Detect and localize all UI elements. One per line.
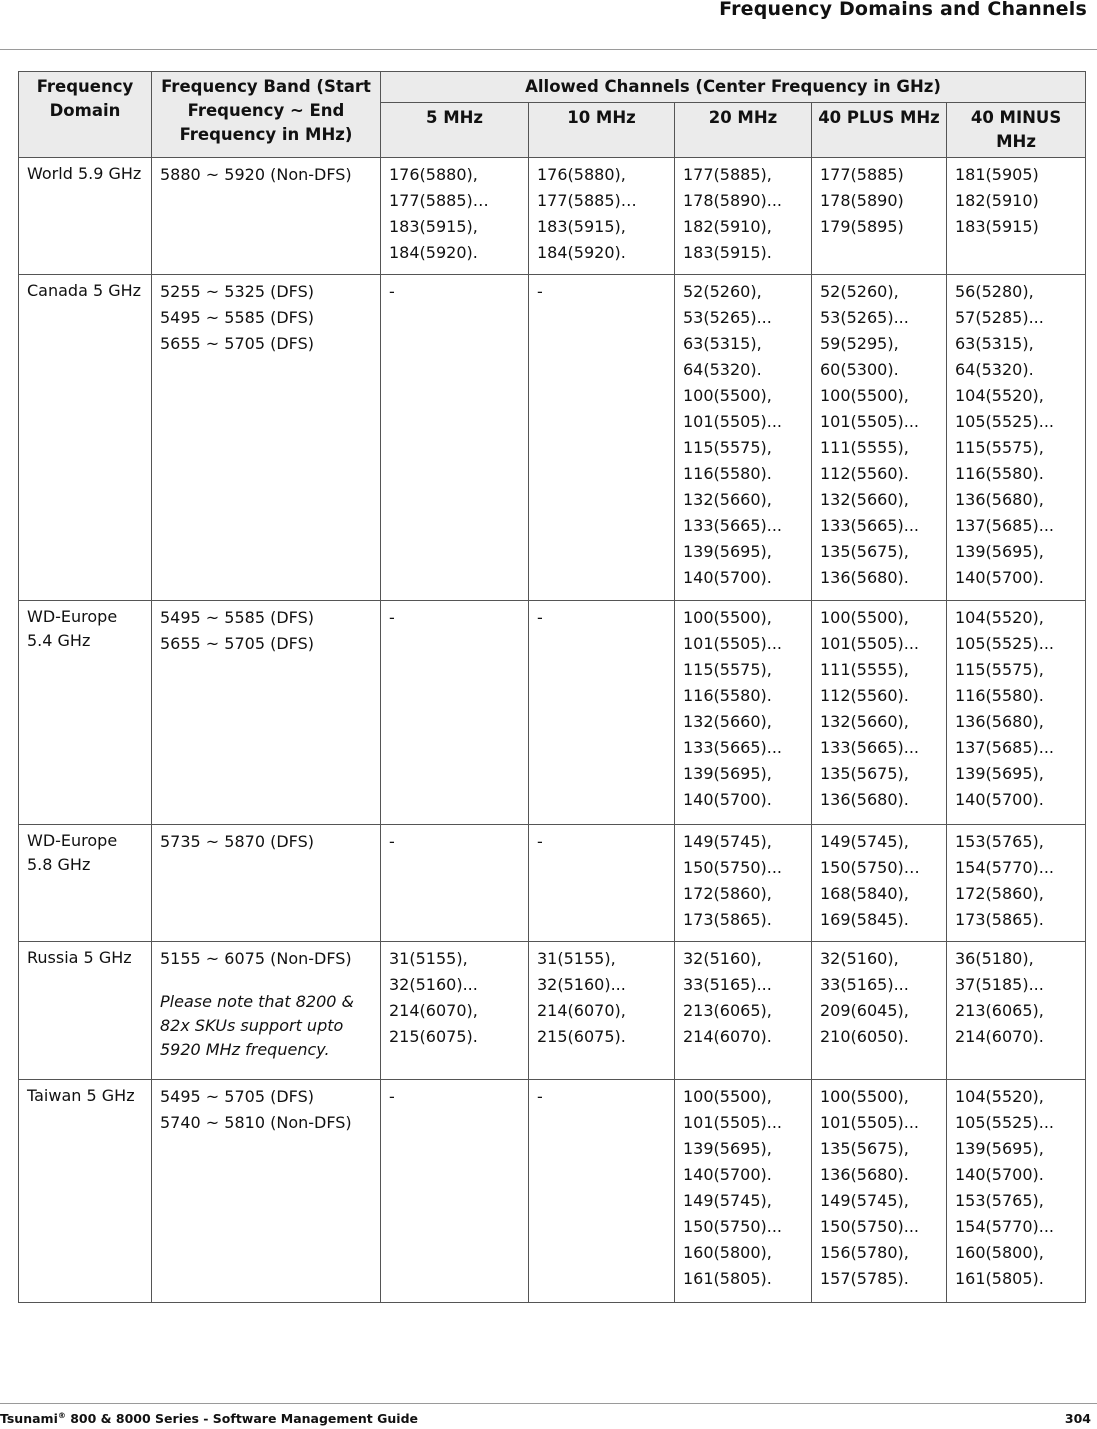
cell-frequency-domain: [19, 942, 152, 1080]
channel-entry: -: [537, 832, 543, 851]
table-row: [19, 942, 1086, 1080]
channel-entry: 52(5260),: [820, 282, 899, 301]
band-lines: [160, 605, 374, 657]
header-allowed-channels: Allowed Channels (Center Frequency in GHz): [381, 72, 1086, 103]
channel-entry: 115(5575),: [683, 660, 772, 679]
channel-entry: 214(6070),: [389, 1001, 478, 1020]
channel-entry: 116(5580).: [683, 686, 772, 705]
channel-entry: 177(5885)…: [537, 191, 637, 210]
header-frequency-domain: Frequency Domain: [19, 72, 152, 158]
channel-entry: 136(5680),: [955, 712, 1044, 731]
channel-entry: 139(5695),: [955, 1139, 1044, 1158]
cell-frequency-band: [152, 825, 381, 942]
channel-entry: 177(5885),: [683, 165, 772, 184]
channel-list: [537, 605, 668, 631]
band-range: 5735 ~ 5870 (DFS): [160, 832, 314, 851]
channel-entry: 105(5525)...: [955, 412, 1054, 431]
channel-entry: 132(5660),: [683, 712, 772, 731]
channel-entry: 32(5160),: [683, 949, 762, 968]
cell-10mhz: [529, 275, 675, 601]
channel-entry: 100(5500),: [820, 386, 909, 405]
cell-40-minus-mhz: [947, 275, 1086, 601]
cell-5mhz: [381, 942, 529, 1080]
band-range: 5155 ~ 6075 (Non-DFS): [160, 949, 352, 968]
cell-40-plus-mhz: [812, 942, 947, 1080]
channel-entry: 209(6045),: [820, 1001, 909, 1020]
channel-entry: 115(5575),: [955, 660, 1044, 679]
band-range: 5495 ~ 5705 (DFS): [160, 1087, 314, 1106]
channel-entry: 150(5750)…: [820, 858, 920, 877]
cell-20mhz: [675, 158, 812, 275]
channel-entry: 32(5160)...: [537, 975, 626, 994]
footer-divider: [0, 1403, 1097, 1404]
cell-20mhz: [675, 601, 812, 825]
channel-entry: -: [389, 1087, 395, 1106]
table-row: [19, 1080, 1086, 1303]
channel-entry: 135(5675),: [820, 764, 909, 783]
cell-5mhz: [381, 158, 529, 275]
channel-entry: 156(5780),: [820, 1243, 909, 1262]
channel-entry: 100(5500),: [820, 1087, 909, 1106]
channel-entry: 178(5890): [820, 191, 904, 210]
channel-entry: 101(5505)...: [820, 634, 919, 653]
domain-name: Russia 5 GHz: [27, 948, 132, 967]
channel-entry: 160(5800),: [683, 1243, 772, 1262]
channel-entry: 210(6050).: [820, 1027, 909, 1046]
channel-entry: 104(5520),: [955, 608, 1044, 627]
header-40-minus-mhz: 40 MINUS MHz: [947, 103, 1086, 158]
header-5mhz: 5 MHz: [381, 103, 529, 158]
cell-frequency-domain: [19, 275, 152, 601]
cell-10mhz: [529, 158, 675, 275]
channel-entry: 100(5500),: [683, 608, 772, 627]
channel-list: [537, 946, 668, 1050]
channel-entry: 37(5185)...: [955, 975, 1044, 994]
channel-entry: 172(5860),: [683, 884, 772, 903]
channel-list: [955, 162, 1079, 240]
channel-entry: 139(5695),: [683, 542, 772, 561]
channel-entry: 178(5890)...: [683, 191, 782, 210]
cell-10mhz: [529, 942, 675, 1080]
channel-entry: 132(5660),: [820, 490, 909, 509]
channel-entry: 161(5805).: [955, 1269, 1044, 1288]
channel-entry: 161(5805).: [683, 1269, 772, 1288]
page-footer: [0, 1411, 1097, 1429]
channel-entry: 104(5520),: [955, 386, 1044, 405]
cell-5mhz: [381, 601, 529, 825]
cell-frequency-domain: [19, 825, 152, 942]
channel-entry: 112(5560).: [820, 464, 909, 483]
channel-list: [820, 279, 940, 591]
channel-entry: 100(5500),: [820, 608, 909, 627]
channel-list: [537, 162, 668, 266]
channel-entry: 139(5695),: [955, 542, 1044, 561]
channel-entry: 179(5895): [820, 217, 904, 236]
channel-entry: 140(5700).: [683, 568, 772, 587]
channel-entry: 63(5315),: [683, 334, 762, 353]
cell-frequency-band: [152, 275, 381, 601]
table-body: [19, 158, 1086, 1303]
channel-entry: 135(5675),: [820, 542, 909, 561]
channel-entry: 36(5180),: [955, 949, 1034, 968]
frequency-domains-table: [18, 71, 1086, 1303]
channel-entry: 154(5770)...: [955, 1217, 1054, 1236]
channel-entry: 160(5800),: [955, 1243, 1044, 1262]
channel-entry: 133(5665)...: [820, 516, 919, 535]
channel-entry: 136(5680).: [820, 568, 909, 587]
channel-entry: 153(5765),: [955, 1191, 1044, 1210]
channel-entry: 100(5500),: [683, 386, 772, 405]
channel-entry: 101(5505)...: [820, 1113, 919, 1132]
channel-entry: 173(5865).: [955, 910, 1044, 929]
table-row: [19, 825, 1086, 942]
cell-frequency-band: [152, 942, 381, 1080]
channel-entry: 133(5665)...: [683, 738, 782, 757]
channel-entry: 133(5665)...: [820, 738, 919, 757]
channel-entry: 182(5910): [955, 191, 1039, 210]
channel-list: [820, 605, 940, 813]
channel-entry: 31(5155),: [537, 949, 616, 968]
page-header: [0, 0, 1087, 42]
channel-list: [820, 1084, 940, 1292]
channel-entry: 132(5660),: [683, 490, 772, 509]
channel-entry: 176(5880),: [537, 165, 626, 184]
domain-name: Taiwan 5 GHz: [27, 1086, 135, 1105]
channel-entry: 100(5500),: [683, 1087, 772, 1106]
channel-entry: 64(5320).: [955, 360, 1034, 379]
channel-list: [683, 946, 805, 1050]
band-range: 5655 ~ 5705 (DFS): [160, 634, 314, 653]
channel-list: [389, 829, 522, 855]
channel-entry: 149(5745),: [820, 832, 909, 851]
cell-40-plus-mhz: [812, 158, 947, 275]
band-range: 5495 ~ 5585 (DFS): [160, 308, 314, 327]
channel-entry: 168(5840),: [820, 884, 909, 903]
channel-entry: 140(5700).: [683, 790, 772, 809]
header-divider: [0, 49, 1097, 50]
channel-entry: 173(5865).: [683, 910, 772, 929]
channel-entry: 136(5680).: [820, 1165, 909, 1184]
footer-guide-title: [0, 1411, 418, 1426]
channel-entry: 140(5700).: [955, 568, 1044, 587]
channel-list: [683, 829, 805, 933]
channel-list: [537, 829, 668, 855]
channel-entry: 137(5685)...: [955, 738, 1054, 757]
channel-entry: 112(5560).: [820, 686, 909, 705]
cell-frequency-band: [152, 601, 381, 825]
channel-list: [820, 946, 940, 1050]
channel-entry: 140(5700).: [683, 1165, 772, 1184]
channel-entry: 56(5280),: [955, 282, 1034, 301]
cell-20mhz: [675, 1080, 812, 1303]
channel-entry: 150(5750)...: [683, 858, 782, 877]
channel-entry: 105(5525)...: [955, 1113, 1054, 1132]
domain-name: Canada 5 GHz: [27, 281, 142, 300]
channel-entry: 177(5885)…: [389, 191, 489, 210]
channel-entry: 154(5770)...: [955, 858, 1054, 877]
band-lines: [160, 162, 374, 188]
cell-40-plus-mhz: [812, 1080, 947, 1303]
channel-entry: 182(5910),: [683, 217, 772, 236]
channel-list: [683, 605, 805, 813]
table-header-row: [19, 72, 1086, 103]
channel-entry: 172(5860),: [955, 884, 1044, 903]
channel-list: [537, 1084, 668, 1110]
channel-entry: 59(5295),: [820, 334, 899, 353]
channel-entry: 136(5680),: [955, 490, 1044, 509]
channel-list: [955, 279, 1079, 591]
cell-frequency-domain: [19, 1080, 152, 1303]
header-20mhz: 20 MHz: [675, 103, 812, 158]
channel-entry: 133(5665)...: [683, 516, 782, 535]
footer-product: Tsunami: [0, 1411, 58, 1426]
channel-entry: -: [389, 832, 395, 851]
band-lines: [160, 829, 374, 855]
band-lines: [160, 946, 374, 972]
channel-entry: 139(5695),: [683, 1139, 772, 1158]
channel-list: [955, 605, 1079, 813]
channel-list: [683, 1084, 805, 1292]
cell-frequency-band: [152, 1080, 381, 1303]
header-10mhz: 10 MHz: [529, 103, 675, 158]
channel-entry: 115(5575),: [955, 438, 1044, 457]
channel-entry: 101(5505)...: [683, 412, 782, 431]
cell-40-minus-mhz: [947, 1080, 1086, 1303]
cell-10mhz: [529, 825, 675, 942]
cell-40-minus-mhz: [947, 942, 1086, 1080]
channel-list: [955, 1084, 1079, 1292]
channel-entry: 111(5555),: [820, 438, 909, 457]
channel-entry: 105(5525)...: [955, 634, 1054, 653]
channel-list: [537, 279, 668, 305]
channel-entry: 213(6065),: [955, 1001, 1044, 1020]
channel-entry: 132(5660),: [820, 712, 909, 731]
channel-entry: 181(5905): [955, 165, 1039, 184]
cell-40-minus-mhz: [947, 158, 1086, 275]
channel-list: [389, 1084, 522, 1110]
channel-entry: 184(5920).: [537, 243, 626, 262]
domain-name: World 5.9 GHz: [27, 164, 142, 183]
page-number: 304: [1064, 1411, 1091, 1426]
channel-entry: 63(5315),: [955, 334, 1034, 353]
channel-list: [955, 829, 1079, 933]
domain-name: WD-Europe 5.8 GHz: [27, 831, 118, 874]
channel-list: [389, 279, 522, 305]
channel-entry: 150(5750)...: [820, 1217, 919, 1236]
header-40-plus-mhz: 40 PLUS MHz: [812, 103, 947, 158]
cell-5mhz: [381, 825, 529, 942]
cell-frequency-band: [152, 158, 381, 275]
table-row: [19, 158, 1086, 275]
channel-entry: 116(5580).: [955, 464, 1044, 483]
channel-entry: 169(5845).: [820, 910, 909, 929]
channel-entry: 140(5700).: [955, 1165, 1044, 1184]
band-range: 5495 ~ 5585 (DFS): [160, 608, 314, 627]
channel-entry: 135(5675),: [820, 1139, 909, 1158]
channel-entry: 33(5165)...: [683, 975, 772, 994]
channel-entry: 214(6070),: [537, 1001, 626, 1020]
channel-entry: 213(6065),: [683, 1001, 772, 1020]
channel-entry: -: [537, 282, 543, 301]
channel-entry: 31(5155),: [389, 949, 468, 968]
channel-entry: 104(5520),: [955, 1087, 1044, 1106]
channel-entry: 53(5265)...: [683, 308, 772, 327]
channel-entry: 101(5505)...: [683, 634, 782, 653]
band-range: 5740 ~ 5810 (Non-DFS): [160, 1113, 352, 1132]
channel-entry: 215(6075).: [537, 1027, 626, 1046]
channel-entry: 157(5785).: [820, 1269, 909, 1288]
cell-20mhz: [675, 825, 812, 942]
channel-entry: 140(5700).: [955, 790, 1044, 809]
channel-list: [389, 946, 522, 1050]
channel-entry: 214(6070).: [955, 1027, 1044, 1046]
channel-entry: 33(5165)...: [820, 975, 909, 994]
channel-entry: 52(5260),: [683, 282, 762, 301]
page-title: Frequency Domains and Channels: [719, 0, 1087, 20]
band-lines: [160, 1084, 374, 1136]
cell-20mhz: [675, 275, 812, 601]
band-note: Please note that 8200 & 82x SKUs support upto 5920 MHz frequency.: [160, 992, 354, 1059]
channel-entry: 149(5745),: [683, 1191, 772, 1210]
channel-entry: 57(5285)...: [955, 308, 1044, 327]
channel-list: [820, 829, 940, 933]
band-range: 5655 ~ 5705 (DFS): [160, 334, 314, 353]
channel-entry: 215(6075).: [389, 1027, 478, 1046]
channel-entry: 139(5695),: [683, 764, 772, 783]
channel-entry: 60(5300).: [820, 360, 899, 379]
header-frequency-band: Frequency Band (Start Frequency ~ End Frequency in MHz): [152, 72, 381, 158]
channel-entry: 116(5580).: [683, 464, 772, 483]
channel-entry: 32(5160),: [820, 949, 899, 968]
cell-40-plus-mhz: [812, 275, 947, 601]
channel-entry: -: [537, 608, 543, 627]
channel-entry: 183(5915).: [683, 243, 772, 262]
cell-10mhz: [529, 1080, 675, 1303]
cell-frequency-domain: [19, 158, 152, 275]
cell-frequency-domain: [19, 601, 152, 825]
channel-entry: 214(6070).: [683, 1027, 772, 1046]
cell-40-minus-mhz: [947, 825, 1086, 942]
channel-list: [683, 162, 805, 266]
channel-entry: -: [389, 282, 395, 301]
cell-40-plus-mhz: [812, 601, 947, 825]
cell-40-minus-mhz: [947, 601, 1086, 825]
channel-entry: -: [537, 1087, 543, 1106]
band-lines: [160, 279, 374, 357]
channel-entry: 137(5685)...: [955, 516, 1054, 535]
channel-entry: 149(5745),: [820, 1191, 909, 1210]
channel-list: [955, 946, 1079, 1050]
channel-list: [389, 605, 522, 631]
registered-mark: ®: [57, 1410, 66, 1420]
table-row: [19, 275, 1086, 601]
channel-entry: 32(5160)...: [389, 975, 478, 994]
cell-5mhz: [381, 1080, 529, 1303]
channel-list: [820, 162, 940, 240]
cell-5mhz: [381, 275, 529, 601]
table-row: [19, 601, 1086, 825]
channel-list: [683, 279, 805, 591]
channel-entry: -: [389, 608, 395, 627]
channel-entry: 177(5885): [820, 165, 904, 184]
channel-list: [389, 162, 522, 266]
channel-entry: 101(5505)...: [820, 412, 919, 431]
channel-entry: 183(5915),: [537, 217, 626, 236]
channel-entry: 183(5915),: [389, 217, 478, 236]
band-range: 5255 ~ 5325 (DFS): [160, 282, 314, 301]
channel-entry: 101(5505)...: [683, 1113, 782, 1132]
domain-name: WD-Europe 5.4 GHz: [27, 607, 118, 650]
channel-entry: 136(5680).: [820, 790, 909, 809]
channel-entry: 139(5695),: [955, 764, 1044, 783]
cell-10mhz: [529, 601, 675, 825]
channel-entry: 183(5915): [955, 217, 1039, 236]
band-range: 5880 ~ 5920 (Non-DFS): [160, 165, 352, 184]
channel-entry: 111(5555),: [820, 660, 909, 679]
channel-entry: 53(5265)...: [820, 308, 909, 327]
cell-40-plus-mhz: [812, 825, 947, 942]
channel-entry: 64(5320).: [683, 360, 762, 379]
cell-20mhz: [675, 942, 812, 1080]
channel-entry: 184(5920).: [389, 243, 478, 262]
channel-entry: 149(5745),: [683, 832, 772, 851]
footer-guide-rest: 800 & 8000 Series - Software Management Guide: [65, 1411, 419, 1426]
channel-entry: 150(5750)...: [683, 1217, 782, 1236]
channel-entry: 176(5880),: [389, 165, 478, 184]
channel-entry: 153(5765),: [955, 832, 1044, 851]
channel-entry: 116(5580).: [955, 686, 1044, 705]
channel-entry: 115(5575),: [683, 438, 772, 457]
